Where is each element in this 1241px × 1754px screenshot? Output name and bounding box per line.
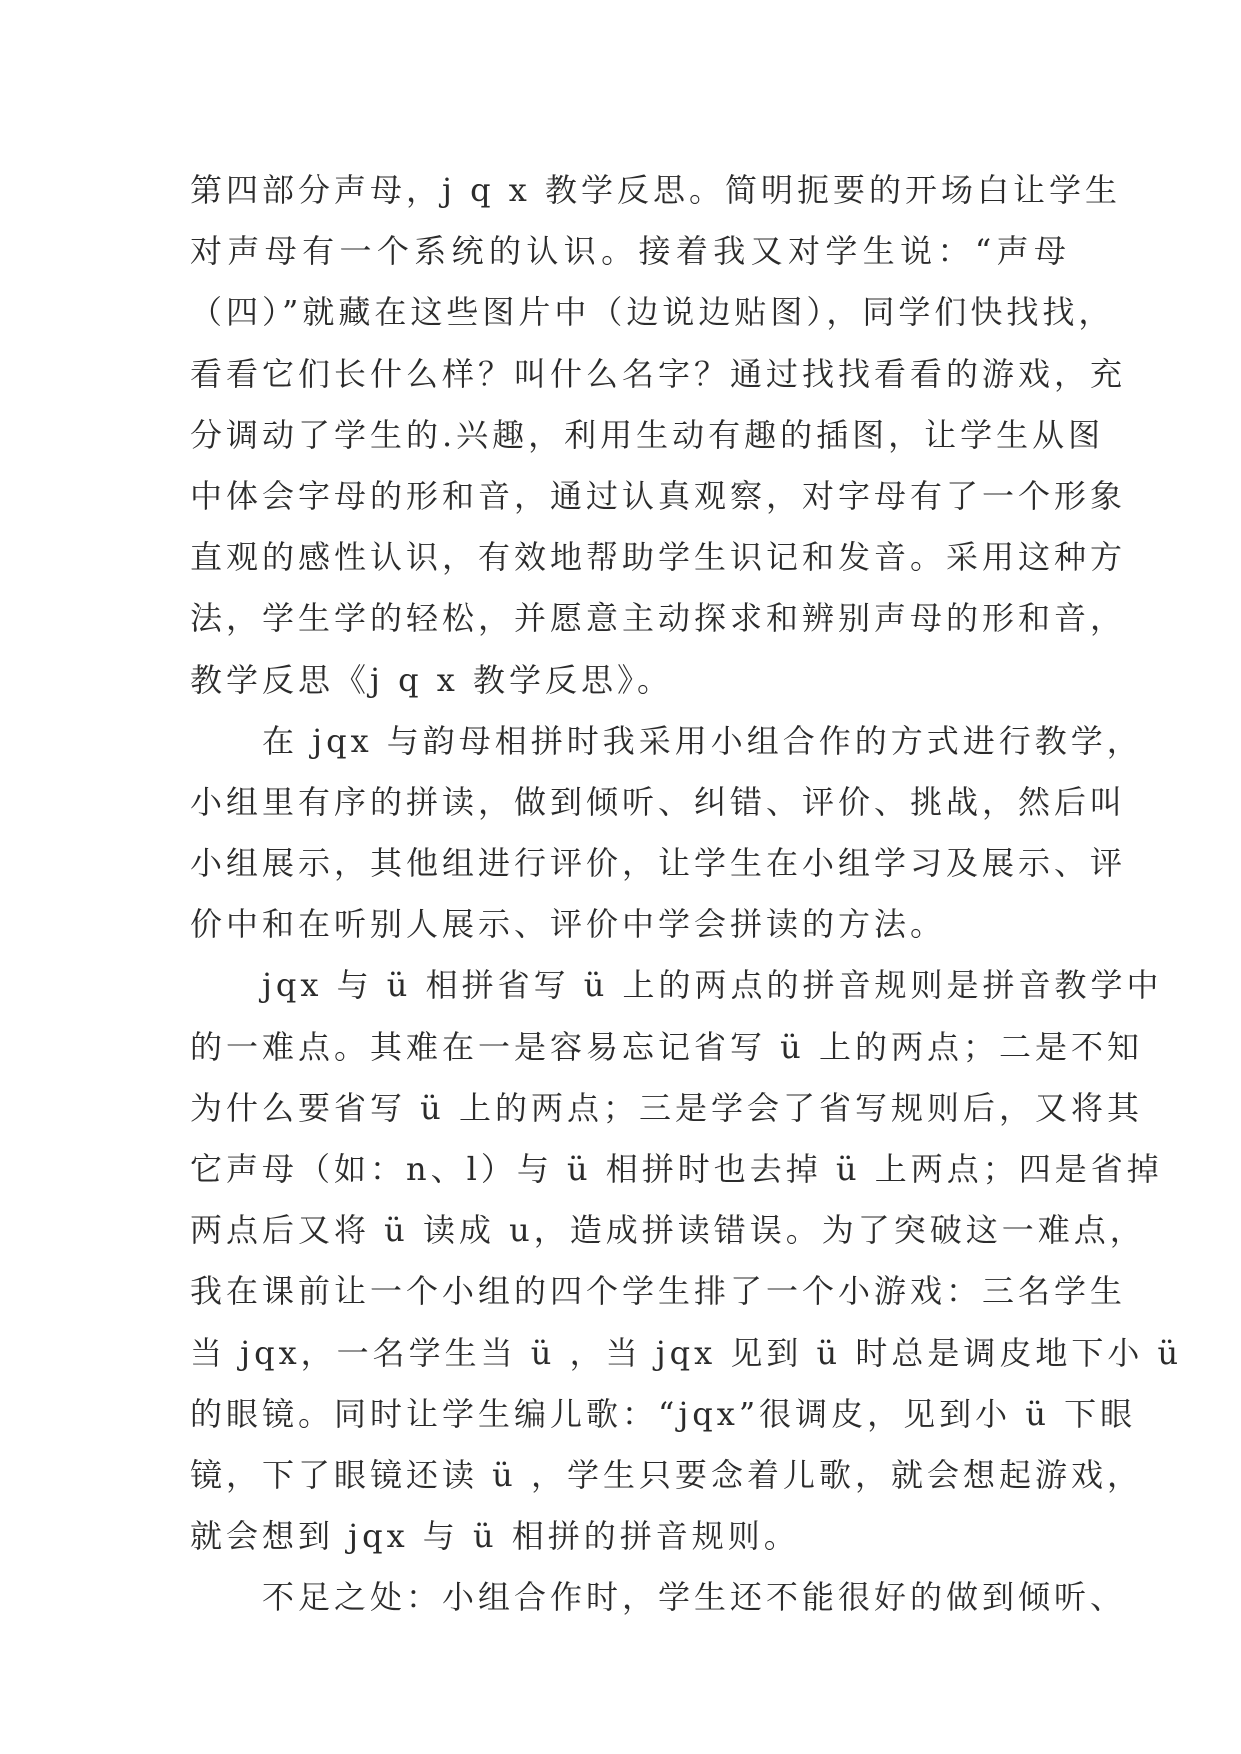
text-line: 中体会字母的形和音，通过认真观察，对字母有了一个形象 bbox=[190, 476, 1127, 515]
text-line: 教学反思《j q x 教学反思》。 bbox=[190, 660, 673, 699]
text-line: 对声母有一个系统的认识。接着我又对学生说：“声母 bbox=[190, 232, 1070, 271]
text-line: 它声母（如：n、l）与 ü 相拼时也去掉 ü 上两点；四是省掉 bbox=[190, 1150, 1163, 1188]
paragraph-4 bbox=[190, 1567, 1127, 1628]
text-line: 我在课前让一个小组的四个学生排了一个小游戏：三名学生 bbox=[190, 1272, 1127, 1311]
text-line: 小组展示，其他组进行评价，让学生在小组学习及展示、评 bbox=[190, 844, 1127, 883]
text-line: 的一难点。其难在一是容易忘记省写 ü 上的两点；二是不知 bbox=[190, 1027, 1143, 1066]
text-line: 看看它们长什么样？叫什么名字？通过找找看看的游戏，充 bbox=[190, 354, 1127, 393]
document-body bbox=[190, 160, 1183, 1629]
text-line: 就会想到 jqx 与 ü 相拼的拼音规则。 bbox=[190, 1517, 800, 1556]
text-line: 为什么要省写 ü 上的两点；三是学会了省写规则后，又将其 bbox=[190, 1088, 1143, 1127]
text-line: 镜，下了眼镜还读 ü ，学生只要念着儿歌，就会想起游戏， bbox=[190, 1455, 1143, 1494]
text-line: 不足之处：小组合作时，学生还不能很好的做到倾听、 bbox=[190, 1578, 1127, 1617]
text-line: 在 jqx 与韵母相拼时我采用小组合作的方式进行教学， bbox=[190, 721, 1143, 760]
text-line: jqx 与 ü 相拼省写 ü 上的两点的拼音规则是拼音教学中 bbox=[190, 966, 1163, 1005]
text-line: 价中和在听别人展示、评价中学会拼读的方法。 bbox=[190, 905, 947, 944]
text-line: （四）”就藏在这些图片中（边说边贴图），同学们快找找， bbox=[190, 293, 1115, 332]
text-line: 直观的感性认识，有效地帮助学生识记和发音。采用这种方 bbox=[190, 538, 1127, 577]
text-line: 当 jqx，一名学生当 ü ，当 jqx 见到 ü 时总是调皮地下小 ü bbox=[190, 1333, 1183, 1372]
paragraph-2 bbox=[190, 711, 1143, 956]
paragraph-1 bbox=[190, 160, 1127, 711]
text-line: 两点后又将 ü 读成 u，造成拼读错误。为了突破这一难点， bbox=[190, 1211, 1146, 1250]
text-line: 法，学生学的轻松，并愿意主动探求和辨别声母的形和音， bbox=[190, 599, 1127, 638]
text-line: 第四部分声母，j q x 教学反思。简明扼要的开场白让学生 bbox=[190, 171, 1121, 209]
text-line: 小组里有序的拼读，做到倾听、纠错、评价、挑战，然后叫 bbox=[190, 782, 1127, 821]
paragraph-3 bbox=[190, 955, 1183, 1567]
text-line: 的眼镜。同时让学生编儿歌：“jqx”很调皮，见到小 ü 下眼 bbox=[190, 1394, 1137, 1433]
text-line: 分调动了学生的.兴趣，利用生动有趣的插图，让学生从图 bbox=[190, 415, 1105, 454]
